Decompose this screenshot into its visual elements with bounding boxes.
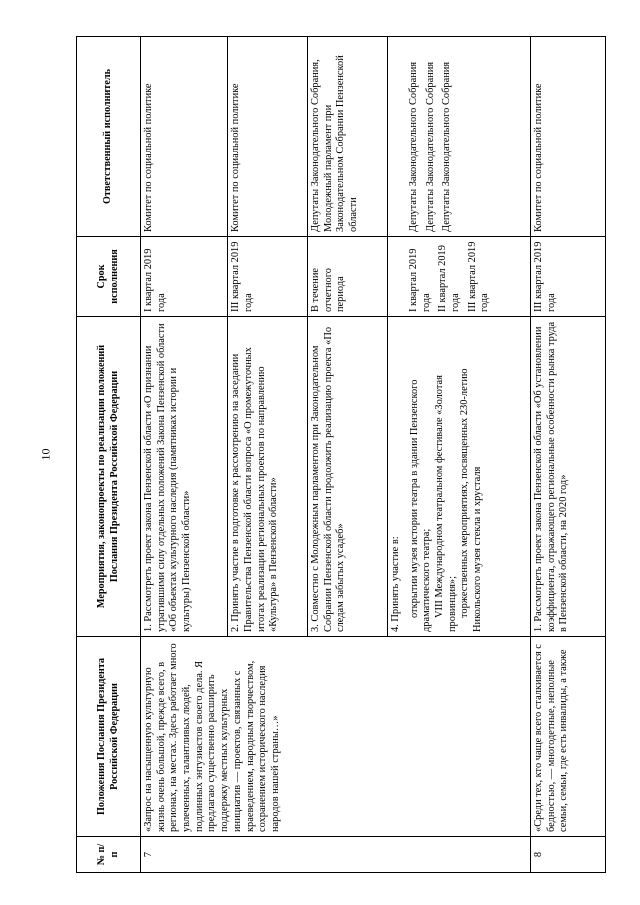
header-num: № п/п: [77, 837, 141, 873]
measure-text: 1. Рассмотреть проект закона Пензенской области «Об установлении коэффициента, отражающего региональные особенности рынка труда в Пензенской области, на 2020 год»: [530, 317, 605, 637]
table-row: [530, 37, 605, 873]
header-deadline: Срок исполнения: [77, 237, 141, 317]
responsible-cell: [388, 37, 531, 237]
page-number: 10: [38, 448, 53, 461]
provision-text: «Среди тех, кто чаще всего сталкивается с бедностью, — многодетные, неполные семьи, семьи, где есть инвалиды, а также: [530, 637, 605, 837]
row-number: 8: [530, 837, 605, 873]
responsible-text: Комитет по социальной политике: [530, 37, 605, 237]
responsible-text: Депутаты Законодательного Собрания: [408, 61, 420, 232]
header-provision: Положения Послания Президента Российской Федерации: [77, 637, 141, 837]
measure-cell: [388, 317, 531, 637]
row-number: 7: [141, 837, 531, 873]
provision-text: «Запрос на насыщенную культурную жизнь очень большой, прежде всего, в регионах, на местах. Здесь работает много увлеченных, талантливых людей, подлинных энтузиастов своего дела. Я предлагаю существенно расширить поддержку местных культурных инициатив — проектов, связанных с краеведением, народным творчеством, сохранением исторического наследия народов нашей страны…»: [141, 637, 531, 837]
measure-text: 3. Совместно с Молодежным парламентом при Законодательном Собрании Пензенской области продолжить реализацию проекта «По следам забытых усадеб»: [308, 317, 388, 637]
measure-text: 1. Рассмотреть проект закона Пензенской области «О признании утратившими силу отдельных положений Закона Пензенской области «Об объектах культурного наследия (памятниках истории и культуры) Пензенской области»: [141, 317, 228, 637]
deadline-text: III квартал 2019 года: [228, 237, 308, 317]
header-row: [77, 37, 141, 873]
deadline-cell: [388, 237, 531, 317]
header-measures: Мероприятия, законопроекты по реализации положений Послания Президента Российской Федерации: [77, 317, 141, 637]
responsible-text: Депутаты Законодательного Собрания, Молодежный парламент при Законодательном Собрании Пензенской области: [308, 37, 388, 237]
rotated-table-container: [76, 37, 606, 873]
responsible-text: Депутаты Законодательного Собрания: [424, 61, 436, 232]
deadline-text: III квартал 2019 года: [530, 237, 605, 317]
deadline-text: В течение отчетного периода: [308, 237, 388, 317]
measures-table: [76, 36, 606, 873]
deadline-text: I квартал 2019 года: [141, 237, 228, 317]
responsible-text: Депутаты Законодательного Собрания: [441, 61, 453, 232]
deadline-text: I квартал 2019 года: [408, 248, 432, 312]
header-responsible: Ответственный исполнитель: [77, 37, 141, 237]
measure-subitem: торжественных мероприятиях, посвященных 230-летию Никольского музея стекла и хрусталя: [459, 368, 484, 632]
deadline-text: III квартал 2019 года: [466, 241, 491, 312]
deadline-text: II квартал 2019 года: [437, 245, 462, 312]
responsible-text: Комитет по социальной политике: [228, 37, 308, 237]
measure-subitem: открытии музея истории театра в здании Пензенского драматического театра;: [408, 379, 433, 632]
measure-text: 2. Принять участие в подготовке к рассмотрению на заседании Правительства Пензенской области вопроса «О промежуточных итогах реализации региональных проектов по направлению «Культура» в Пензенской области»: [228, 317, 308, 637]
measure-intro: 4. Принять участие в:: [390, 536, 402, 632]
table-row: [141, 37, 228, 873]
responsible-text: Комитет по социальной политике: [141, 37, 228, 237]
measure-subitem: VIII Международном театральном фестивале «Золотая провинция»;: [434, 375, 458, 632]
